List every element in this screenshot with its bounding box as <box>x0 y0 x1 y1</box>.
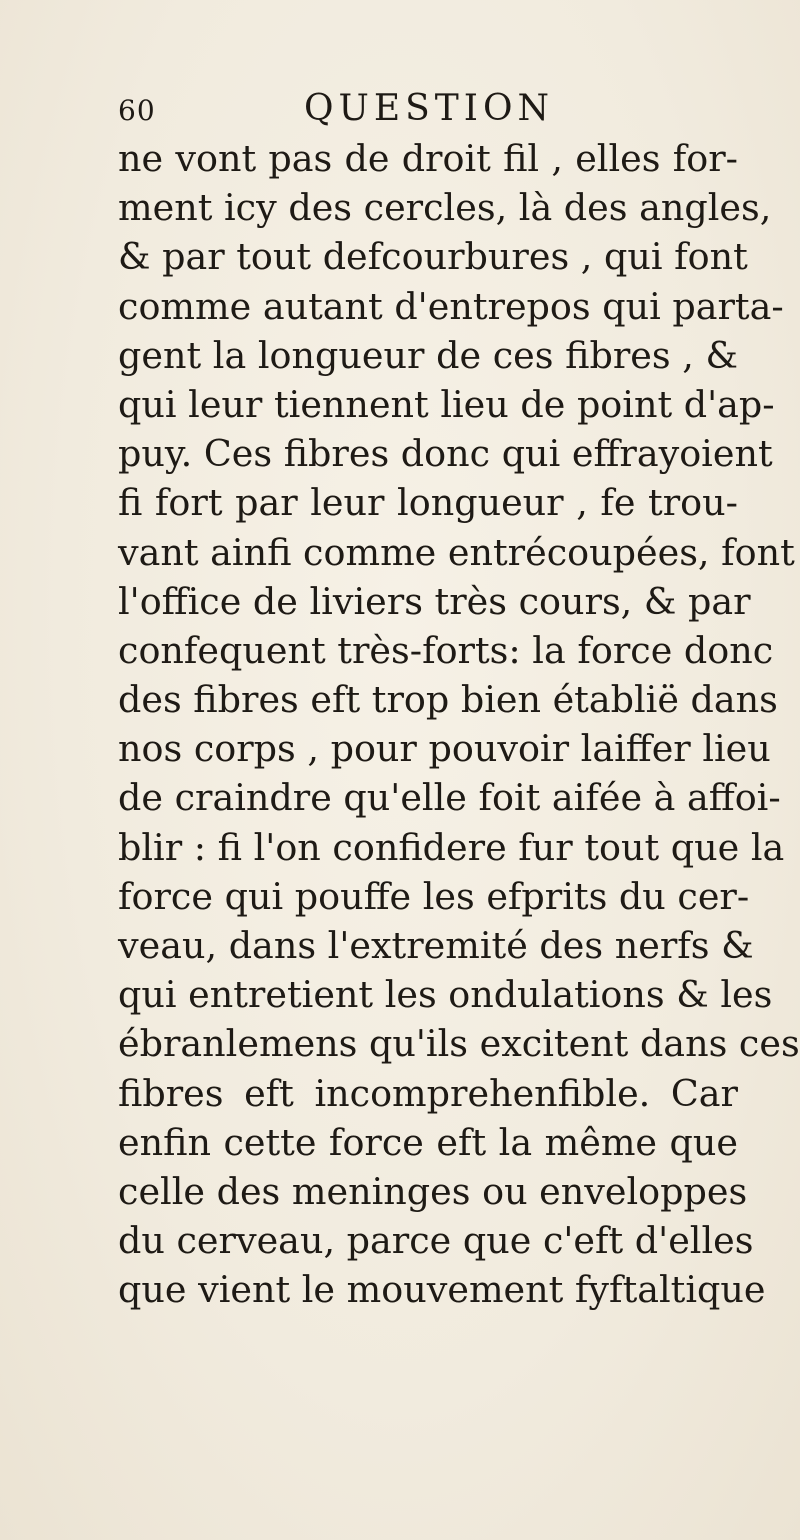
text-line: blir : fi l'on confidere fur tout que la <box>118 825 785 869</box>
text-line: des fibres eft trop bien établië dans <box>118 678 778 722</box>
text-line: ne vont pas de droit fil , elles for- <box>118 137 738 180</box>
text-line: l'office de liviers très cours, & par <box>118 579 751 623</box>
text-line: fibres eft incomprehenfible. Car <box>118 1071 738 1115</box>
text-line: force qui pouffe les efprits du cer- <box>118 874 750 918</box>
text-line: de craindre qu'elle foit aifée à affoi- <box>118 776 781 820</box>
page-number: 60 <box>118 94 156 127</box>
text-line: ébranlemens qu'ils excitent dans ces <box>118 1022 800 1066</box>
text-line: gent la longueur de ces fibres , & <box>118 333 738 377</box>
text-line: puy. Ces fibres donc qui effrayoient <box>118 432 773 476</box>
text-line: fi fort par leur longueur , fe trou- <box>118 481 738 525</box>
text-line: qui entretient les ondulations & les <box>118 973 773 1017</box>
body-text <box>118 134 800 1315</box>
text-line: nos corps , pour pouvoir laiffer lieu <box>118 727 771 771</box>
text-line: veau, dans l'extremité des nerfs & <box>118 924 754 967</box>
text-line: du cerveau, parce que c'eft d'elles <box>118 1219 754 1263</box>
text-line: confequent très-forts: la force donc <box>118 628 774 672</box>
text-line: & par tout defcourbures , qui font <box>118 235 748 279</box>
text-line: celle des meninges ou enveloppes <box>118 1169 748 1213</box>
text-line: vant ainfi comme entrécoupées, font <box>118 530 795 574</box>
text-line: ment icy des cercles, là des angles, <box>118 186 772 230</box>
page-header <box>118 88 678 134</box>
text-line: enfin cette force eft la même que <box>118 1120 738 1164</box>
running-head: QUESTION <box>304 88 555 129</box>
text-line: qui leur tiennent lieu de point d'ap- <box>118 382 775 426</box>
text-line: comme autant d'entrepos qui parta- <box>118 284 784 328</box>
text-line: que vient le mouvement fyftaltique <box>118 1268 766 1312</box>
